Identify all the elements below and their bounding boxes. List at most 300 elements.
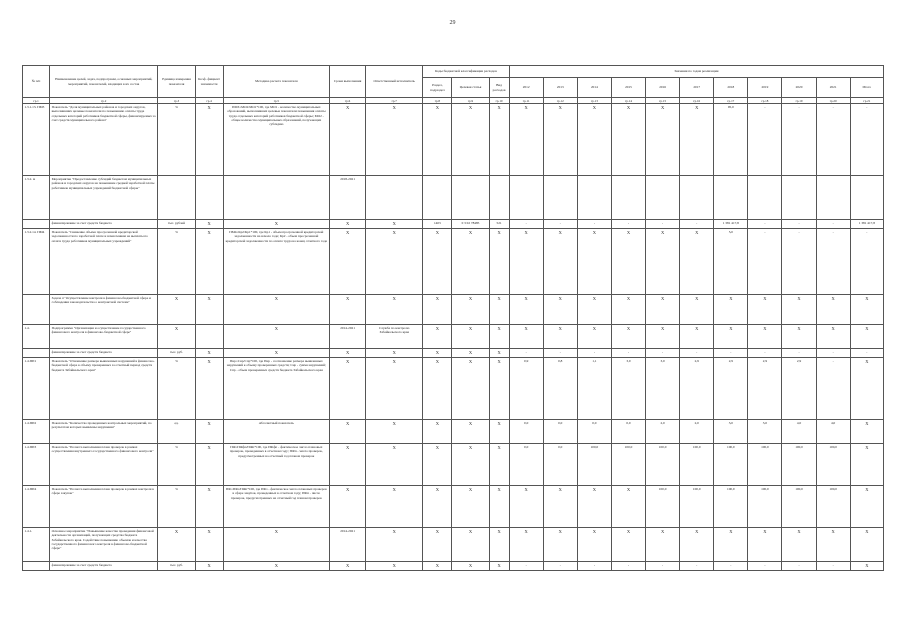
row-vr-cell: X bbox=[489, 229, 509, 295]
row-year-value-cell: - bbox=[748, 229, 782, 295]
row-unit-cell: % bbox=[158, 486, 195, 528]
column-number-cell: гр.3 bbox=[158, 98, 195, 104]
table-row bbox=[23, 220, 884, 229]
row-year-value-cell bbox=[680, 176, 714, 220]
column-number-cell: гр.4 bbox=[195, 98, 223, 104]
row-year-value-cell: - bbox=[782, 229, 816, 295]
row-year-value-cell: 95,0 bbox=[714, 104, 748, 176]
row-rz-cell: X bbox=[423, 229, 452, 295]
column-number-cell: гр.18 bbox=[748, 98, 782, 104]
row-executor-cell: X bbox=[366, 104, 423, 176]
row-year-value-cell: X bbox=[646, 104, 680, 176]
row-csr-cell: X bbox=[452, 104, 489, 176]
column-number-cell: гр.9 bbox=[452, 98, 489, 104]
row-executor-cell: X bbox=[366, 220, 423, 229]
row-year-value-cell: - bbox=[714, 349, 748, 358]
header-rz: Раздел, подраздел bbox=[423, 78, 452, 98]
row-name-cell: Показатель "Доля муниципальных районов и городских округов, выполнивших целевые показатели по повышению оплаты труда отдельных категорий работников бюджетной сферы, финансируемых за счет средств муниципального района" bbox=[50, 104, 158, 176]
row-year-value-cell: X bbox=[680, 104, 714, 176]
table-body bbox=[23, 104, 884, 571]
row-unit-cell: % bbox=[158, 229, 195, 295]
row-year-value-cell: X bbox=[543, 486, 577, 528]
row-unit-cell: % bbox=[158, 444, 195, 486]
header-year: 2020 bbox=[782, 78, 816, 98]
row-rz-cell: X bbox=[423, 486, 452, 528]
row-year-value-cell: X bbox=[748, 295, 782, 325]
row-rz-cell: X bbox=[423, 358, 452, 420]
row-total-cell: X bbox=[850, 486, 883, 528]
table-row bbox=[23, 486, 884, 528]
row-term-cell: X bbox=[330, 349, 366, 358]
row-method-cell: ПФ=ПФз/ПФп*100, где ПФз - фактическое число плановых проверок в сфере закупок, проведенных в отчетном году; ПФп - число проверок, предусмотренных на отчетный год планом проверок bbox=[223, 486, 329, 528]
row-year-value-cell: 4,0 bbox=[782, 420, 816, 444]
header-year: 2018 bbox=[714, 78, 748, 98]
row-coef-cell: X bbox=[195, 349, 223, 358]
row-vr-cell: 521 bbox=[489, 220, 509, 229]
row-method-cell: Абсолютный показатель bbox=[223, 420, 329, 444]
row-year-value-cell: 5,0 bbox=[714, 229, 748, 295]
row-name-cell: Задача 4 "Осуществление контроля в финансово-бюджетной сфере и соблюдения законодательства о контрактной системе" bbox=[50, 295, 158, 325]
row-executor-cell: X bbox=[366, 444, 423, 486]
row-unit-cell: тыс. руб. bbox=[158, 349, 195, 358]
row-number-cell bbox=[23, 349, 50, 358]
row-year-value-cell: X bbox=[816, 528, 850, 562]
row-year-value-cell: X bbox=[611, 528, 645, 562]
row-executor-cell: X bbox=[366, 420, 423, 444]
row-year-value-cell: 2,9 bbox=[680, 358, 714, 420]
row-year-value-cell: X bbox=[646, 325, 680, 349]
row-method-cell bbox=[223, 176, 329, 220]
row-number-cell bbox=[23, 220, 50, 229]
row-term-cell: X bbox=[330, 486, 366, 528]
row-executor-cell: X bbox=[366, 562, 423, 571]
row-total-cell: - bbox=[850, 349, 883, 358]
row-csr-cell: X bbox=[452, 528, 489, 562]
row-year-value-cell: X bbox=[509, 295, 543, 325]
row-csr-cell: X bbox=[452, 349, 489, 358]
row-year-value-cell: - bbox=[816, 358, 850, 420]
row-year-value-cell: X bbox=[509, 528, 543, 562]
row-executor-cell: X bbox=[366, 528, 423, 562]
row-total-cell: X bbox=[850, 420, 883, 444]
row-rz-cell: X bbox=[423, 528, 452, 562]
table-row bbox=[23, 295, 884, 325]
row-year-value-cell: - bbox=[611, 349, 645, 358]
row-term-cell: 2018-2021 bbox=[330, 176, 366, 220]
row-coef-cell bbox=[195, 325, 223, 349]
row-year-value-cell: - bbox=[816, 104, 850, 176]
row-vr-cell: X bbox=[489, 528, 509, 562]
row-year-value-cell: X bbox=[509, 229, 543, 295]
row-coef-cell: X bbox=[195, 486, 223, 528]
column-number-cell: гр.6 bbox=[330, 98, 366, 104]
row-year-value-cell: 2,9 bbox=[782, 358, 816, 420]
row-executor-cell: X bbox=[366, 486, 423, 528]
row-year-value-cell: X bbox=[646, 295, 680, 325]
row-total-cell: - bbox=[850, 104, 883, 176]
header-year: 2013 bbox=[543, 78, 577, 98]
row-year-value-cell: X bbox=[577, 325, 611, 349]
row-unit-cell: тыс. рублей bbox=[158, 220, 195, 229]
row-coef-cell: X bbox=[195, 295, 223, 325]
row-year-value-cell: X bbox=[646, 229, 680, 295]
row-year-value-cell: X bbox=[611, 325, 645, 349]
row-year-value-cell: - bbox=[782, 349, 816, 358]
row-vr-cell: X bbox=[489, 486, 509, 528]
row-method-cell: X bbox=[223, 528, 329, 562]
row-coef-cell: X bbox=[195, 229, 223, 295]
row-year-value-cell: X bbox=[748, 528, 782, 562]
row-rz-cell: X bbox=[423, 325, 452, 349]
row-year-value-cell bbox=[816, 176, 850, 220]
row-year-value-cell: 100,0 bbox=[782, 486, 816, 528]
row-coef-cell: X bbox=[195, 420, 223, 444]
row-executor-cell: X bbox=[366, 229, 423, 295]
table-row bbox=[23, 562, 884, 571]
row-year-value-cell: - bbox=[611, 220, 645, 229]
row-term-cell: X bbox=[330, 420, 366, 444]
row-method-cell: Пнр=Снр/Спр*100, где Пнр - соотношение размера выявленных нарушений к объему проверенных средств; Снр - сумма нарушений; Спр - объем проверенных средств бюджета Забайкальского края bbox=[223, 358, 329, 420]
row-year-value-cell: X bbox=[680, 528, 714, 562]
row-rz-cell: X bbox=[423, 420, 452, 444]
row-year-value-cell: 100,0 bbox=[577, 444, 611, 486]
row-coef-cell bbox=[195, 176, 223, 220]
row-year-value-cell: 2,0 bbox=[646, 420, 680, 444]
row-name-cell: Показатель "Полнота выполнения плана проверок в рамках осуществления внутреннего государственного финансового контроля" bbox=[50, 444, 158, 486]
row-unit-cell: % bbox=[158, 358, 195, 420]
program-indicators-table bbox=[22, 65, 884, 571]
row-number-cell: 1.4.ПП3 bbox=[23, 444, 50, 486]
table-row bbox=[23, 229, 884, 295]
row-year-value-cell: X bbox=[577, 486, 611, 528]
row-number-cell bbox=[23, 295, 50, 325]
column-number-cell: гр.7 bbox=[366, 98, 423, 104]
page-number: 29 bbox=[449, 20, 456, 26]
row-rz-cell: X bbox=[423, 104, 452, 176]
row-year-value-cell: - bbox=[577, 349, 611, 358]
row-year-value-cell bbox=[782, 176, 816, 220]
row-vr-cell: X bbox=[489, 325, 509, 349]
row-method-cell: ПФ=ПФфп/ПФп*100, где ПФфп - фактическое число плановых проверок, проведенных в отчетном году; ПФп - число проверок, предусмотренных на отчетный год планом проверок bbox=[223, 444, 329, 486]
row-year-value-cell: 100,0 bbox=[680, 486, 714, 528]
row-method-cell: X bbox=[223, 562, 329, 571]
row-year-value-cell: 100,0 bbox=[611, 444, 645, 486]
header-year: 2021 bbox=[816, 78, 850, 98]
header-year: 2015 bbox=[611, 78, 645, 98]
row-year-value-cell: - bbox=[577, 220, 611, 229]
row-year-value-cell: 0,0 bbox=[543, 420, 577, 444]
row-method-cell: ПМ3=МО2/МО1*100, где МО1 - количество муниципальных образований, выполнивших целевые показатели повышения оплаты труда отдельных категорий работников бюджетной сферы; МО2 - общее количество муниципальных образований, получающих субсидию bbox=[223, 104, 329, 176]
row-total-cell: X bbox=[850, 444, 883, 486]
row-year-value-cell: X bbox=[714, 325, 748, 349]
row-vr-cell: X bbox=[489, 444, 509, 486]
row-total-cell: X bbox=[850, 358, 883, 420]
row-year-value-cell: - bbox=[816, 220, 850, 229]
table-row bbox=[23, 358, 884, 420]
header-year: 2019 bbox=[748, 78, 782, 98]
row-year-value-cell: X bbox=[611, 295, 645, 325]
table-row bbox=[23, 104, 884, 176]
row-total-cell: X bbox=[850, 295, 883, 325]
row-year-value-cell bbox=[509, 176, 543, 220]
row-coef-cell: X bbox=[195, 220, 223, 229]
header-unit: Единица измерения показателя bbox=[158, 66, 195, 98]
row-year-value-cell: - bbox=[816, 349, 850, 358]
row-total-cell: 1 381 417,8 bbox=[850, 220, 883, 229]
row-executor-cell: X bbox=[366, 295, 423, 325]
row-vr-cell: X bbox=[489, 349, 509, 358]
row-executor-cell: X bbox=[366, 349, 423, 358]
row-year-value-cell: X bbox=[543, 528, 577, 562]
row-year-value-cell: 100,0 bbox=[714, 444, 748, 486]
row-method-cell: ПМ4=Кр2/Кр1*100, где Кр1 - объем просроченной кредиторской задолженности на начало года; Кр2 - объем просроченной кредиторской задолженности по оплате труда на конец отчетного года bbox=[223, 229, 329, 295]
header-method: Методика расчета показателя bbox=[223, 66, 329, 98]
header-vr: Вид расходов bbox=[489, 78, 509, 98]
row-year-value-cell: - bbox=[543, 349, 577, 358]
row-year-value-cell: - bbox=[714, 562, 748, 571]
row-year-value-cell: 100,0 bbox=[646, 486, 680, 528]
row-year-value-cell: 100,0 bbox=[646, 444, 680, 486]
row-term-cell: 2014-2021 bbox=[330, 528, 366, 562]
header-year: 2017 bbox=[680, 78, 714, 98]
row-csr-cell: X bbox=[452, 229, 489, 295]
column-number-cell: гр.11 bbox=[509, 98, 543, 104]
row-vr-cell bbox=[489, 176, 509, 220]
table-row bbox=[23, 176, 884, 220]
row-year-value-cell: 1 381 417,8 bbox=[714, 220, 748, 229]
row-year-value-cell: X bbox=[577, 229, 611, 295]
row-year-value-cell: X bbox=[543, 229, 577, 295]
row-term-cell: X bbox=[330, 104, 366, 176]
column-number-cell: гр.13 bbox=[577, 98, 611, 104]
row-number-cell: 1.3.2. м bbox=[23, 176, 50, 220]
row-year-value-cell: X bbox=[577, 104, 611, 176]
row-year-value-cell: 0,0 bbox=[543, 444, 577, 486]
row-name-cell: Подпрограмма "Организация и осуществление государственного финансового контроля в финансово-бюджетной сфере" bbox=[50, 325, 158, 349]
row-name-cell: Основное мероприятие "Повышение качества проведения финансовой деятельности организаций, получающих средства бюджета Забайкальского края. Содействие повышению объемов и качества государственного финансового контроля в финансово-бюджетной сфере" bbox=[50, 528, 158, 562]
row-rz-cell: X bbox=[423, 349, 452, 358]
row-year-value-cell: - bbox=[543, 562, 577, 571]
row-year-value-cell: X bbox=[748, 325, 782, 349]
header-executor: Ответственный исполнитель bbox=[366, 66, 423, 98]
row-year-value-cell: 100,0 bbox=[816, 444, 850, 486]
row-year-value-cell: - bbox=[816, 229, 850, 295]
row-year-value-cell bbox=[646, 176, 680, 220]
row-coef-cell: X bbox=[195, 104, 223, 176]
row-executor-cell: Служба по контролю Забайкальского края bbox=[366, 325, 423, 349]
row-year-value-cell: X bbox=[782, 325, 816, 349]
row-year-value-cell: - bbox=[748, 349, 782, 358]
row-number-cell: 1.3.1.13. ПМ3 bbox=[23, 104, 50, 176]
row-csr-cell: X bbox=[452, 420, 489, 444]
row-unit-cell bbox=[158, 176, 195, 220]
row-coef-cell: X bbox=[195, 562, 223, 571]
row-number-cell: 1.4.ПП4 bbox=[23, 486, 50, 528]
column-number-cell: гр.21 bbox=[850, 98, 883, 104]
row-total-cell: X bbox=[850, 325, 883, 349]
row-number-cell: 1.4.ПП2 bbox=[23, 420, 50, 444]
row-year-value-cell: - bbox=[680, 349, 714, 358]
row-rz-cell: X bbox=[423, 295, 452, 325]
row-year-value-cell: - bbox=[543, 220, 577, 229]
row-term-cell: X bbox=[330, 295, 366, 325]
row-year-value-cell: - bbox=[611, 562, 645, 571]
row-year-value-cell: 0,0 bbox=[509, 420, 543, 444]
row-vr-cell: X bbox=[489, 104, 509, 176]
row-name-cell: финансирование за счет средств бюджета bbox=[50, 220, 158, 229]
row-number-cell: 1.3.2.14. ПМ4 bbox=[23, 229, 50, 295]
row-name-cell: Показатель "Отношение размера выявленных нарушений в финансово-бюджетной сфере к объему проверенных за отчетный период средств бюджета Забайкальского края" bbox=[50, 358, 158, 420]
row-year-value-cell: X bbox=[714, 528, 748, 562]
row-year-value-cell: 3,0 bbox=[611, 358, 645, 420]
row-year-value-cell: 0,0 bbox=[611, 420, 645, 444]
row-year-value-cell: - bbox=[646, 349, 680, 358]
header-coef: Коэф. фициент значимости bbox=[195, 66, 223, 98]
row-year-value-cell: - bbox=[782, 562, 816, 571]
row-year-value-cell: - bbox=[680, 220, 714, 229]
header-years-group: Значения по годам реализации bbox=[509, 66, 883, 78]
row-total-cell: - bbox=[850, 229, 883, 295]
row-year-value-cell: X bbox=[543, 104, 577, 176]
row-number-cell: 1.4. bbox=[23, 325, 50, 349]
row-year-value-cell: X bbox=[782, 295, 816, 325]
row-executor-cell: X bbox=[366, 358, 423, 420]
row-vr-cell: X bbox=[489, 420, 509, 444]
row-term-cell: X bbox=[330, 358, 366, 420]
row-name-cell: Мероприятие "Предоставление субсидий бюджетам муниципальных районов и городских округов на повышение средней заработной платы работников муниципальных учреждений бюджетной сферы" bbox=[50, 176, 158, 220]
row-csr-cell: X bbox=[452, 325, 489, 349]
row-year-value-cell: X bbox=[611, 104, 645, 176]
row-year-value-cell: X bbox=[680, 325, 714, 349]
row-year-value-cell: X bbox=[816, 295, 850, 325]
row-year-value-cell: 0,9 bbox=[509, 358, 543, 420]
column-number-cell: гр.14 bbox=[611, 98, 645, 104]
row-year-value-cell: 0,0 bbox=[577, 420, 611, 444]
row-year-value-cell: - bbox=[748, 220, 782, 229]
column-number-cell: гр.5 bbox=[223, 98, 329, 104]
row-year-value-cell: - bbox=[509, 562, 543, 571]
row-name-cell: Показатель "Количество проведенных контрольных мероприятий, по результатам которых выявлены нарушения" bbox=[50, 420, 158, 444]
row-term-cell: X bbox=[330, 229, 366, 295]
row-year-value-cell: 100,0 bbox=[816, 486, 850, 528]
row-year-value-cell: - bbox=[748, 104, 782, 176]
column-number-cell: гр.10 bbox=[489, 98, 509, 104]
row-year-value-cell: X bbox=[714, 295, 748, 325]
row-coef-cell: X bbox=[195, 444, 223, 486]
row-year-value-cell: - bbox=[748, 562, 782, 571]
program-table-sheet bbox=[22, 65, 884, 571]
table-row bbox=[23, 349, 884, 358]
row-csr-cell: X bbox=[452, 358, 489, 420]
row-year-value-cell: 0,0 bbox=[509, 444, 543, 486]
row-rz-cell: X bbox=[423, 562, 452, 571]
row-coef-cell: X bbox=[195, 528, 223, 562]
row-year-value-cell: - bbox=[680, 562, 714, 571]
row-vr-cell: X bbox=[489, 295, 509, 325]
row-year-value-cell: - bbox=[577, 562, 611, 571]
row-year-value-cell: X bbox=[816, 325, 850, 349]
row-csr-cell: X bbox=[452, 295, 489, 325]
row-name-cell: финансирование за счет средств бюджета bbox=[50, 349, 158, 358]
header-total: Итого bbox=[850, 78, 883, 98]
row-term-cell: X bbox=[330, 562, 366, 571]
column-number-cell: гр.19 bbox=[782, 98, 816, 104]
header-year: 2016 bbox=[646, 78, 680, 98]
row-year-value-cell: X bbox=[611, 229, 645, 295]
row-total-cell bbox=[850, 176, 883, 220]
table-row bbox=[23, 325, 884, 349]
row-csr-cell: X bbox=[452, 486, 489, 528]
row-csr-cell: 0 3 02 78485 bbox=[452, 220, 489, 229]
row-term-cell: X bbox=[330, 220, 366, 229]
row-method-cell: X bbox=[223, 349, 329, 358]
row-unit-cell: % bbox=[158, 104, 195, 176]
row-vr-cell: X bbox=[489, 562, 509, 571]
header-term: Сроки выполнения bbox=[330, 66, 366, 98]
row-year-value-cell: - bbox=[646, 562, 680, 571]
row-unit-cell: тыс. руб. bbox=[158, 562, 195, 571]
row-year-value-cell bbox=[577, 176, 611, 220]
row-year-value-cell: X bbox=[577, 528, 611, 562]
row-year-value-cell: X bbox=[782, 528, 816, 562]
header-year: 2012 bbox=[509, 78, 543, 98]
header-year: 2014 bbox=[577, 78, 611, 98]
row-rz-cell: X bbox=[423, 444, 452, 486]
row-year-value-cell bbox=[714, 176, 748, 220]
row-vr-cell: X bbox=[489, 358, 509, 420]
row-year-value-cell: X bbox=[646, 528, 680, 562]
row-year-value-cell: X bbox=[509, 486, 543, 528]
row-year-value-cell: X bbox=[509, 104, 543, 176]
column-number-cell: гр.16 bbox=[680, 98, 714, 104]
row-executor-cell bbox=[366, 176, 423, 220]
row-name-cell: Показатель "Снижение объема просроченной кредиторской задолженности по заработной плате и начислениям на выплаты по оплате труда работников муниципальных учреждений" bbox=[50, 229, 158, 295]
row-year-value-cell: - bbox=[509, 349, 543, 358]
row-year-value-cell: X bbox=[543, 295, 577, 325]
row-method-cell: X bbox=[223, 325, 329, 349]
row-number-cell bbox=[23, 562, 50, 571]
row-year-value-cell: X bbox=[509, 325, 543, 349]
row-year-value-cell: - bbox=[509, 220, 543, 229]
row-year-value-cell: - bbox=[646, 220, 680, 229]
row-term-cell: X bbox=[330, 444, 366, 486]
row-year-value-cell: 2,9 bbox=[748, 358, 782, 420]
row-year-value-cell: 2,0 bbox=[680, 420, 714, 444]
row-method-cell: X bbox=[223, 295, 329, 325]
table-row bbox=[23, 528, 884, 562]
column-number-cell: гр.15 bbox=[646, 98, 680, 104]
row-number-cell: 1.4.ПП1 bbox=[23, 358, 50, 420]
row-year-value-cell: 100,0 bbox=[782, 444, 816, 486]
column-number-cell: гр.20 bbox=[816, 98, 850, 104]
row-name-cell: Показатель "Полнота выполнения плана проверок в рамках контроля в сфере закупок" bbox=[50, 486, 158, 528]
row-year-value-cell: X bbox=[543, 325, 577, 349]
row-year-value-cell: 1,1 bbox=[577, 358, 611, 420]
row-year-value-cell: X bbox=[611, 486, 645, 528]
row-year-value-cell bbox=[543, 176, 577, 220]
row-rz-cell bbox=[423, 176, 452, 220]
column-number-cell: гр.17 bbox=[714, 98, 748, 104]
row-total-cell: X bbox=[850, 562, 883, 571]
row-year-value-cell: - bbox=[782, 104, 816, 176]
header-no: № п/п bbox=[23, 66, 50, 98]
row-year-value-cell: X bbox=[680, 229, 714, 295]
row-unit-cell: X bbox=[158, 528, 195, 562]
row-coef-cell: X bbox=[195, 358, 223, 420]
row-year-value-cell: 3,0 bbox=[646, 358, 680, 420]
row-year-value-cell: 3,0 bbox=[748, 420, 782, 444]
row-name-cell: финансирование за счет средств бюджета bbox=[50, 562, 158, 571]
